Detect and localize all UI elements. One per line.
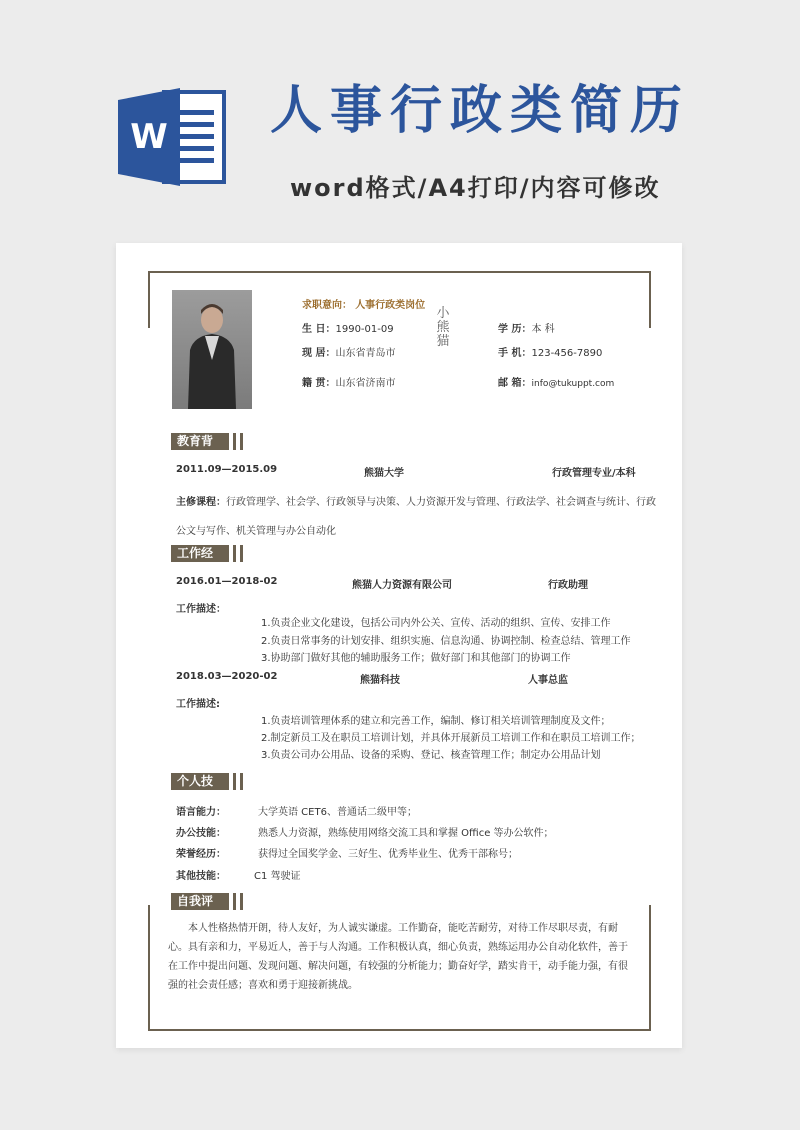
skill-label: 办公技能：: [176, 828, 226, 839]
job-company: 熊猫科技: [360, 675, 400, 686]
section-education: [171, 433, 247, 465]
section-self-eval: [171, 893, 247, 925]
section-work: [171, 545, 247, 577]
job-desc-label: 工作描述：: [176, 604, 226, 615]
section-title: 教育背景: [171, 433, 229, 450]
profile-photo: [172, 290, 252, 409]
job-period: 2018.03—2020-02: [176, 671, 278, 682]
word-icon-letter: W: [130, 117, 168, 157]
birthday-field: 生 日：1990-01-09: [302, 324, 394, 335]
edu-courses-cont: 公文与写作、机关管理与办公自动化: [176, 526, 336, 537]
job-duty: 2.制定新员工及在职员工培训计划，并具体开展新员工培训工作和在职员工培训工作；: [261, 733, 641, 744]
job-duty: 3.协助部门做好其他的辅助服务工作；做好部门和其他部门的协调工作: [261, 653, 571, 664]
skill-value: 获得过全国奖学金、三好生、优秀毕业生、优秀干部称号；: [258, 849, 518, 860]
job-duty: 3.负责公司办公用品、设备的采购、登记、核查管理工作；制定办公用品计划: [261, 750, 601, 761]
email-field: 邮 箱：info@tukuppt.com: [498, 378, 615, 389]
resume-paper: [116, 243, 682, 1048]
education-level-field: 学 历：本 科: [498, 324, 555, 335]
job-company: 熊猫人力资源有限公司: [352, 580, 452, 591]
page-title: 人事行政类简历: [270, 81, 691, 141]
nickname: 小熊猫: [436, 306, 450, 349]
word-document-icon: [118, 88, 228, 186]
job-duty: 1.负责培训管理体系的建立和完善工作，编制、修订相关培训管理制度及文件；: [261, 716, 611, 727]
job-period: 2016.01—2018-02: [176, 576, 278, 587]
section-title: 个人技能: [171, 773, 229, 790]
section-title: 工作经历: [171, 545, 229, 562]
section-title: 自我评价: [171, 893, 229, 910]
self-eval-text: 本人性格热情开朗，待人友好，为人诚实谦虚。工作勤奋，能吃苦耐劳，对待工作尽职尽责，有耐心。具有亲和力，平易近人，善于与人沟通。工作积极认真，细心负责，熟练运用办公自动化软件，善于在工作中提出问题、发现问题、解决问题，有较强的分析能力；勤奋好学，踏实肯干，动手能力强，有很强的社会责任感；喜欢和勇于迎接新挑战。: [168, 923, 628, 991]
edu-period: 2011.09—2015.09: [176, 464, 278, 475]
skill-value: C1 驾驶证: [254, 871, 301, 882]
edu-major: 行政管理专业/本科: [552, 468, 636, 479]
section-skills: [171, 773, 247, 805]
hometown-field: 籍 贯：山东省济南市: [302, 378, 396, 389]
job-position: 人事总监: [528, 675, 568, 686]
skill-label: 其他技能：: [176, 871, 226, 882]
job-duty: 2.负责日常事务的计划安排、组织实施、信息沟通、协调控制、检查总结、管理工作: [261, 636, 631, 647]
skill-label: 语言能力：: [176, 807, 226, 818]
residence-field: 现 居：山东省青岛市: [302, 348, 396, 359]
phone-field: 手 机：123-456-7890: [498, 348, 603, 359]
person-silhouette-icon: [172, 290, 252, 409]
skill-value: 大学英语 CET6、普通话二级甲等；: [258, 807, 417, 818]
job-duty: 1.负责企业文化建设，包括公司内外公关、宣传、活动的组织、宣传、安排工作: [261, 618, 611, 629]
edu-courses: 主修课程：行政管理学、社会学、行政领导与决策、人力资源开发与管理、行政法学、社会调查与统计、行政: [176, 497, 656, 508]
job-desc-label: 工作描述:: [176, 699, 220, 710]
job-intent: 求职意向： 人事行政类岗位: [302, 300, 426, 311]
job-position: 行政助理: [548, 580, 588, 591]
skill-value: 熟悉人力资源，熟练使用网络交流工具和掌握 Office 等办公软件；: [258, 828, 554, 839]
edu-school: 熊猫大学: [364, 468, 404, 479]
skill-label: 荣誉经历：: [176, 849, 226, 860]
page-subtitle: word格式/A4打印/内容可修改: [290, 174, 661, 202]
